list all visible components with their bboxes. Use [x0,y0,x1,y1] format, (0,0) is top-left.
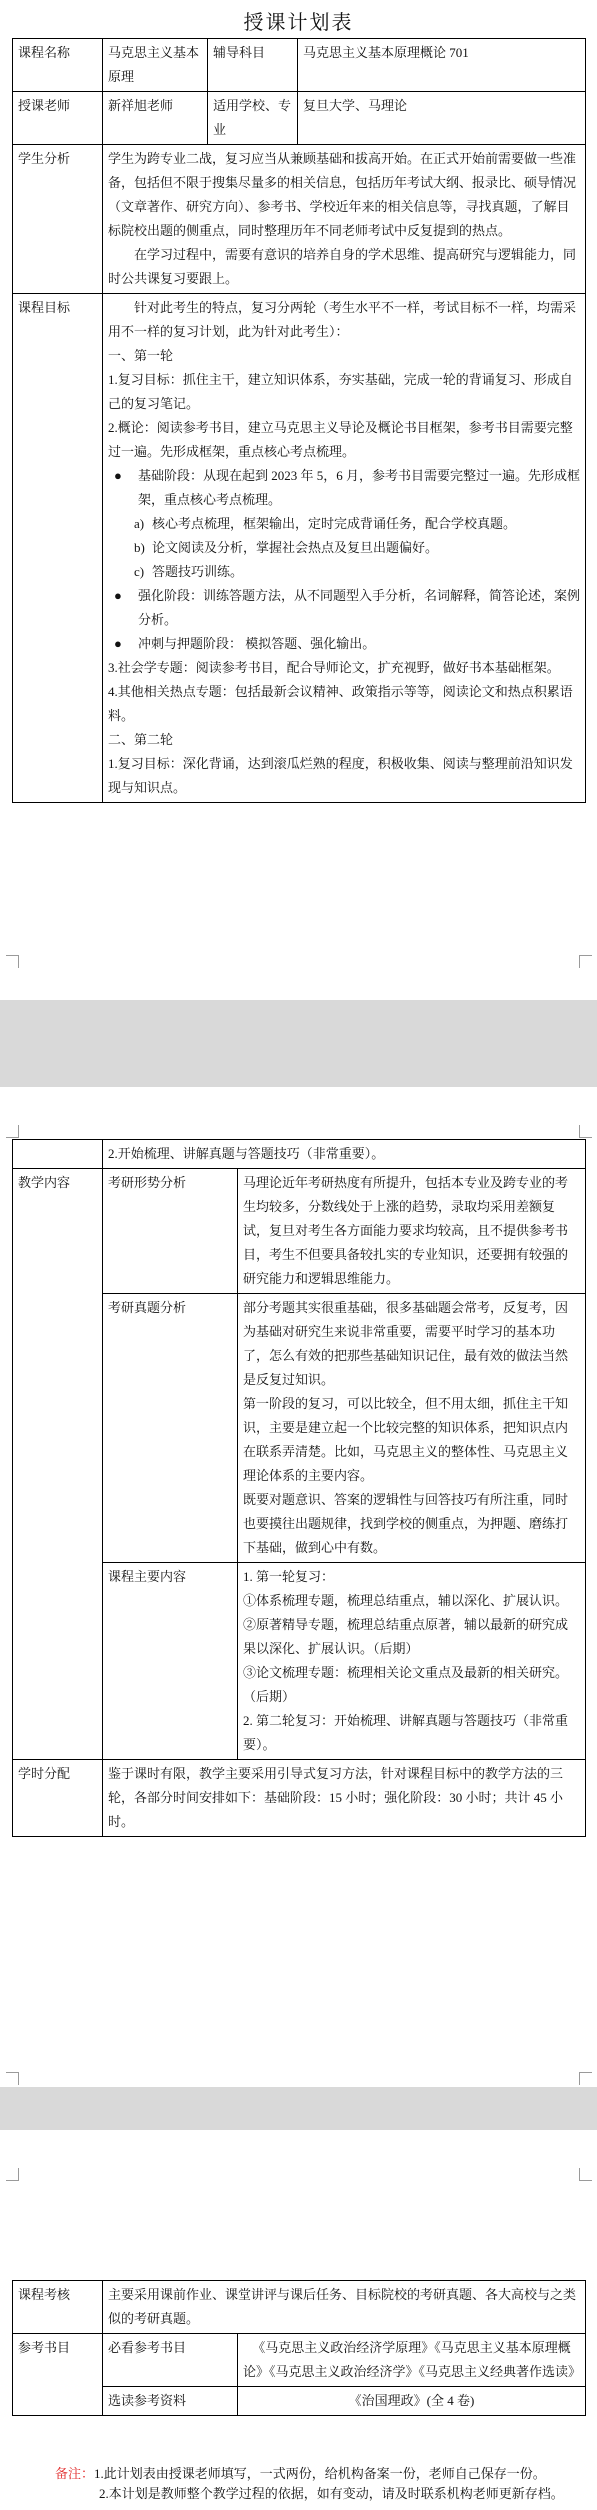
student-analysis-label: 学生分析 [13,145,103,294]
goals-round2-title: 二、第二轮 [108,732,174,747]
footnote-prefix: 备注： [55,2466,95,2481]
exam-analysis-p1: 部分考题其实很重基础，很多基础题会常考，反复考，因为基础对研究生来说非常重要，需要平时学习的基本功了，怎么有效的把那些基础知识记住，最有效的做法当然是反复过知识。 [243,1300,569,1387]
goals-bullet-strengthen [108,584,580,632]
bullet-dot-icon: ● [114,468,122,483]
row-teaching-trend [13,1169,586,1294]
school-value: 复旦大学、马理论 [298,92,586,145]
row-teacher [13,92,586,145]
goals-bullet-basic [108,464,580,512]
row-course-goals [13,294,586,803]
trend-analysis-label: 考研形势分析 [103,1169,238,1294]
required-books-text: 《马克思主义政治经济学原理》《马克思主义基本原理概论》《马克思主义政治经济学》《马克思主义经典著作选读》 [238,2334,586,2387]
document-title: 授课计划表 [243,12,354,34]
footnote-line-1 [55,2464,585,2484]
footnote-line-1-text: 1.此计划表由授课老师填写，一式两份，给机构备案一份，老师自己保存一份。 [94,2466,546,2481]
course-name-value: 马克思主义基本原理 [103,39,208,92]
goals-round1-title: 一、第一轮 [108,348,174,363]
course-goals-label: 课程目标 [13,294,103,803]
main-content-body [238,1563,586,1760]
goals-item-1: 1.复习目标：抓住主干，建立知识体系，夯实基础，完成一轮的背诵复习、形成自己的复习笔记。 [108,372,573,411]
sub-mark-a: a) [134,516,145,531]
teaching-content-label: 教学内容 [13,1169,103,1760]
page-corner-mark [6,2072,19,2085]
exam-analysis-p3: 既要对题意识、答案的逻辑性与回答技巧有所注重，同时也要摸往出题规律，找到学校的侧重点，为押题、磨练打下基础，做到心中有数。 [243,1492,569,1555]
hours-label: 学时分配 [13,1760,103,1837]
main-content-label: 课程主要内容 [103,1563,238,1760]
plan-table-part-1 [12,38,586,803]
footnote-line-2: 2.本计划是教师整个教学过程的依据，如有变动，请及时联系机构老师更新存档。 [99,2486,564,2501]
subject-label: 辅导科目 [208,39,298,92]
bullet-dot-icon: ● [114,636,122,651]
goals-sub-a-text: 核心考点梳理，框架输出，定时完成背诵任务，配合学校真题。 [152,516,517,531]
document-page-3 [0,2130,597,2510]
goals-intro: 针对此考生的特点，复习分两轮（考生水平不一样，考试目标不一样，均需采用不一样的复习计划，此为针对此考生）： [108,300,577,339]
exam-analysis-label: 考研真题分析 [103,1294,238,1563]
goals-round2-item-2: 2.开始梳理、讲解真题与答题技巧（非常重要）。 [103,1140,586,1169]
trend-analysis-text: 马理论近年考研热度有所提升，包括本专业及跨专业的考生均较多，分数线处于上涨的趋势，录取均采用差额复试，复旦对考生各方面能力要求均较高，且不提供参考书目，考生不但要具备较扎实的专业知识，还要拥有较强的研究能力和逻辑思维能力。 [238,1169,586,1294]
student-analysis-p1: 学生为跨专业二战，复习应当从兼顾基础和拔高开始。在正式开始前需要做一些准备，包括但不限于搜集尽量多的相关信息，包括历年考试大纲、报录比、硕导情况（文章著作、研究方向）、参考书、学校近年来的相关信息等，寻找真题，了解目标院校出题的侧重点，同时整理历年不同老师考试中反复提到的热点。 [108,151,577,238]
student-analysis-content [103,145,586,294]
goals-sub-a [108,512,580,536]
main-round1: 1. 第一轮复习： [243,1569,335,1584]
document-page-1 [0,0,597,1000]
teacher-label: 授课老师 [13,92,103,145]
exam-analysis-p2: 第一阶段的复习，可以比较全，但不用太细，抓住主干知识，主要是建立起一个比较完整的知识体系，把知识点内在联系弄清楚。比如，马克思主义的整体性、马克思主义理论体系的主要内容。 [243,1396,569,1483]
goals-sub-b-text: 论文阅读及分析，掌握社会热点及复旦出题偏好。 [152,540,439,555]
page-corner-mark [579,1125,592,1138]
goals-round2-item-1: 1.复习目标：深化背诵，达到滚瓜烂熟的程度，积极收集、阅读与整理前沿知识发现与知识点。 [108,756,573,795]
optional-books-label: 选读参考资料 [103,2387,238,2416]
optional-books-text: 《治国理政》(全 4 卷) [238,2387,586,2416]
bullet-dot-icon: ● [114,588,122,603]
goals-bullet-sprint [108,632,580,656]
course-name-label: 课程名称 [13,39,103,92]
main-round2: 2. 第二轮复习：开始梳理、讲解真题与答题技巧（非常重要）。 [243,1713,569,1752]
assessment-label: 课程考核 [13,2281,103,2334]
references-label: 参考书目 [13,2334,103,2416]
row-course-name [13,39,586,92]
row-references-required [13,2334,586,2387]
goals-sub-c-text: 答题技巧训练。 [152,564,244,579]
goals-bullet-strengthen-text: 强化阶段：训练答题方法，从不同题型入手分析，名词解释，简答论述，案例分析。 [138,588,581,627]
goals-bullet-sprint-text: 冲刺与押题阶段： 模拟答题、强化输出。 [138,636,376,651]
exam-analysis-content [238,1294,586,1563]
goals-sub-c [108,560,580,584]
page-corner-mark [6,2168,19,2181]
subject-value: 马克思主义基本原理概论 701 [298,39,586,92]
page-corner-mark [6,1125,19,1138]
goals-bullet-basic-text: 基础阶段：从现在起到 2023 年 5，6 月，参考书目需要完整过一遍。先形成框架，重点核心考点梳理。 [138,468,581,507]
goals-item-2: 2.概论：阅读参考书目，建立马克思主义导论及概论书目框架，参考书目需要完整过一遍。先形成框架，重点核心考点梳理。 [108,420,573,459]
page-corner-mark [6,955,19,968]
row-hours [13,1760,586,1837]
row-goals-continued [13,1140,586,1169]
sub-mark-b: b) [134,540,145,555]
row-student-analysis [13,145,586,294]
plan-table-part-2 [12,1139,586,1837]
main-m2: ②原著精导专题，梳理总结重点原著，辅以最新的研究成果以深化、扩展认识。（后期） [243,1617,569,1656]
student-analysis-p2: 在学习过程中，需要有意识的培养自身的学术思维、提高研究与逻辑能力，同时公共课复习要跟上。 [108,247,577,286]
main-m1: ①体系梳理专题，梳理总结重点，辅以深化、扩展认识。 [243,1593,569,1608]
page-corner-mark [579,2168,592,2181]
goals-sub-b [108,536,580,560]
document-page-2 [0,1087,597,2087]
assessment-text: 主要采用课前作业、课堂讲评与课后任务、目标院校的考研真题、各大高校与之类似的考研真题。 [103,2281,586,2334]
teacher-value: 新祥旭老师 [103,92,208,145]
goals-item-4: 4.其他相关热点专题：包括最新会议精神、政策指示等等，阅读论文和热点积累语料。 [108,684,573,723]
hours-text: 鉴于课时有限，教学主要采用引导式复习方法，针对课程目标中的教学方法的三轮，各部分时间安排如下：基础阶段：15 小时；强化阶段：30 小时；共计 45 小时。 [103,1760,586,1837]
row-assessment [13,2281,586,2334]
footnote [55,2464,585,2504]
page-corner-mark [579,955,592,968]
page-corner-mark [579,2072,592,2085]
required-books-label: 必看参考书目 [103,2334,238,2387]
goals-continued-label [13,1140,103,1169]
sub-mark-c: c) [134,564,145,579]
main-m3: ③论文梳理专题：梳理相关论文重点及最新的相关研究。（后期） [243,1665,569,1704]
plan-table-part-3 [12,2280,586,2416]
goals-item-3: 3.社会学专题：阅读参考书目，配合导师论文，扩充视野，做好书本基础框架。 [108,660,560,675]
course-goals-content [103,294,586,803]
school-label: 适用学校、专业 [208,92,298,145]
